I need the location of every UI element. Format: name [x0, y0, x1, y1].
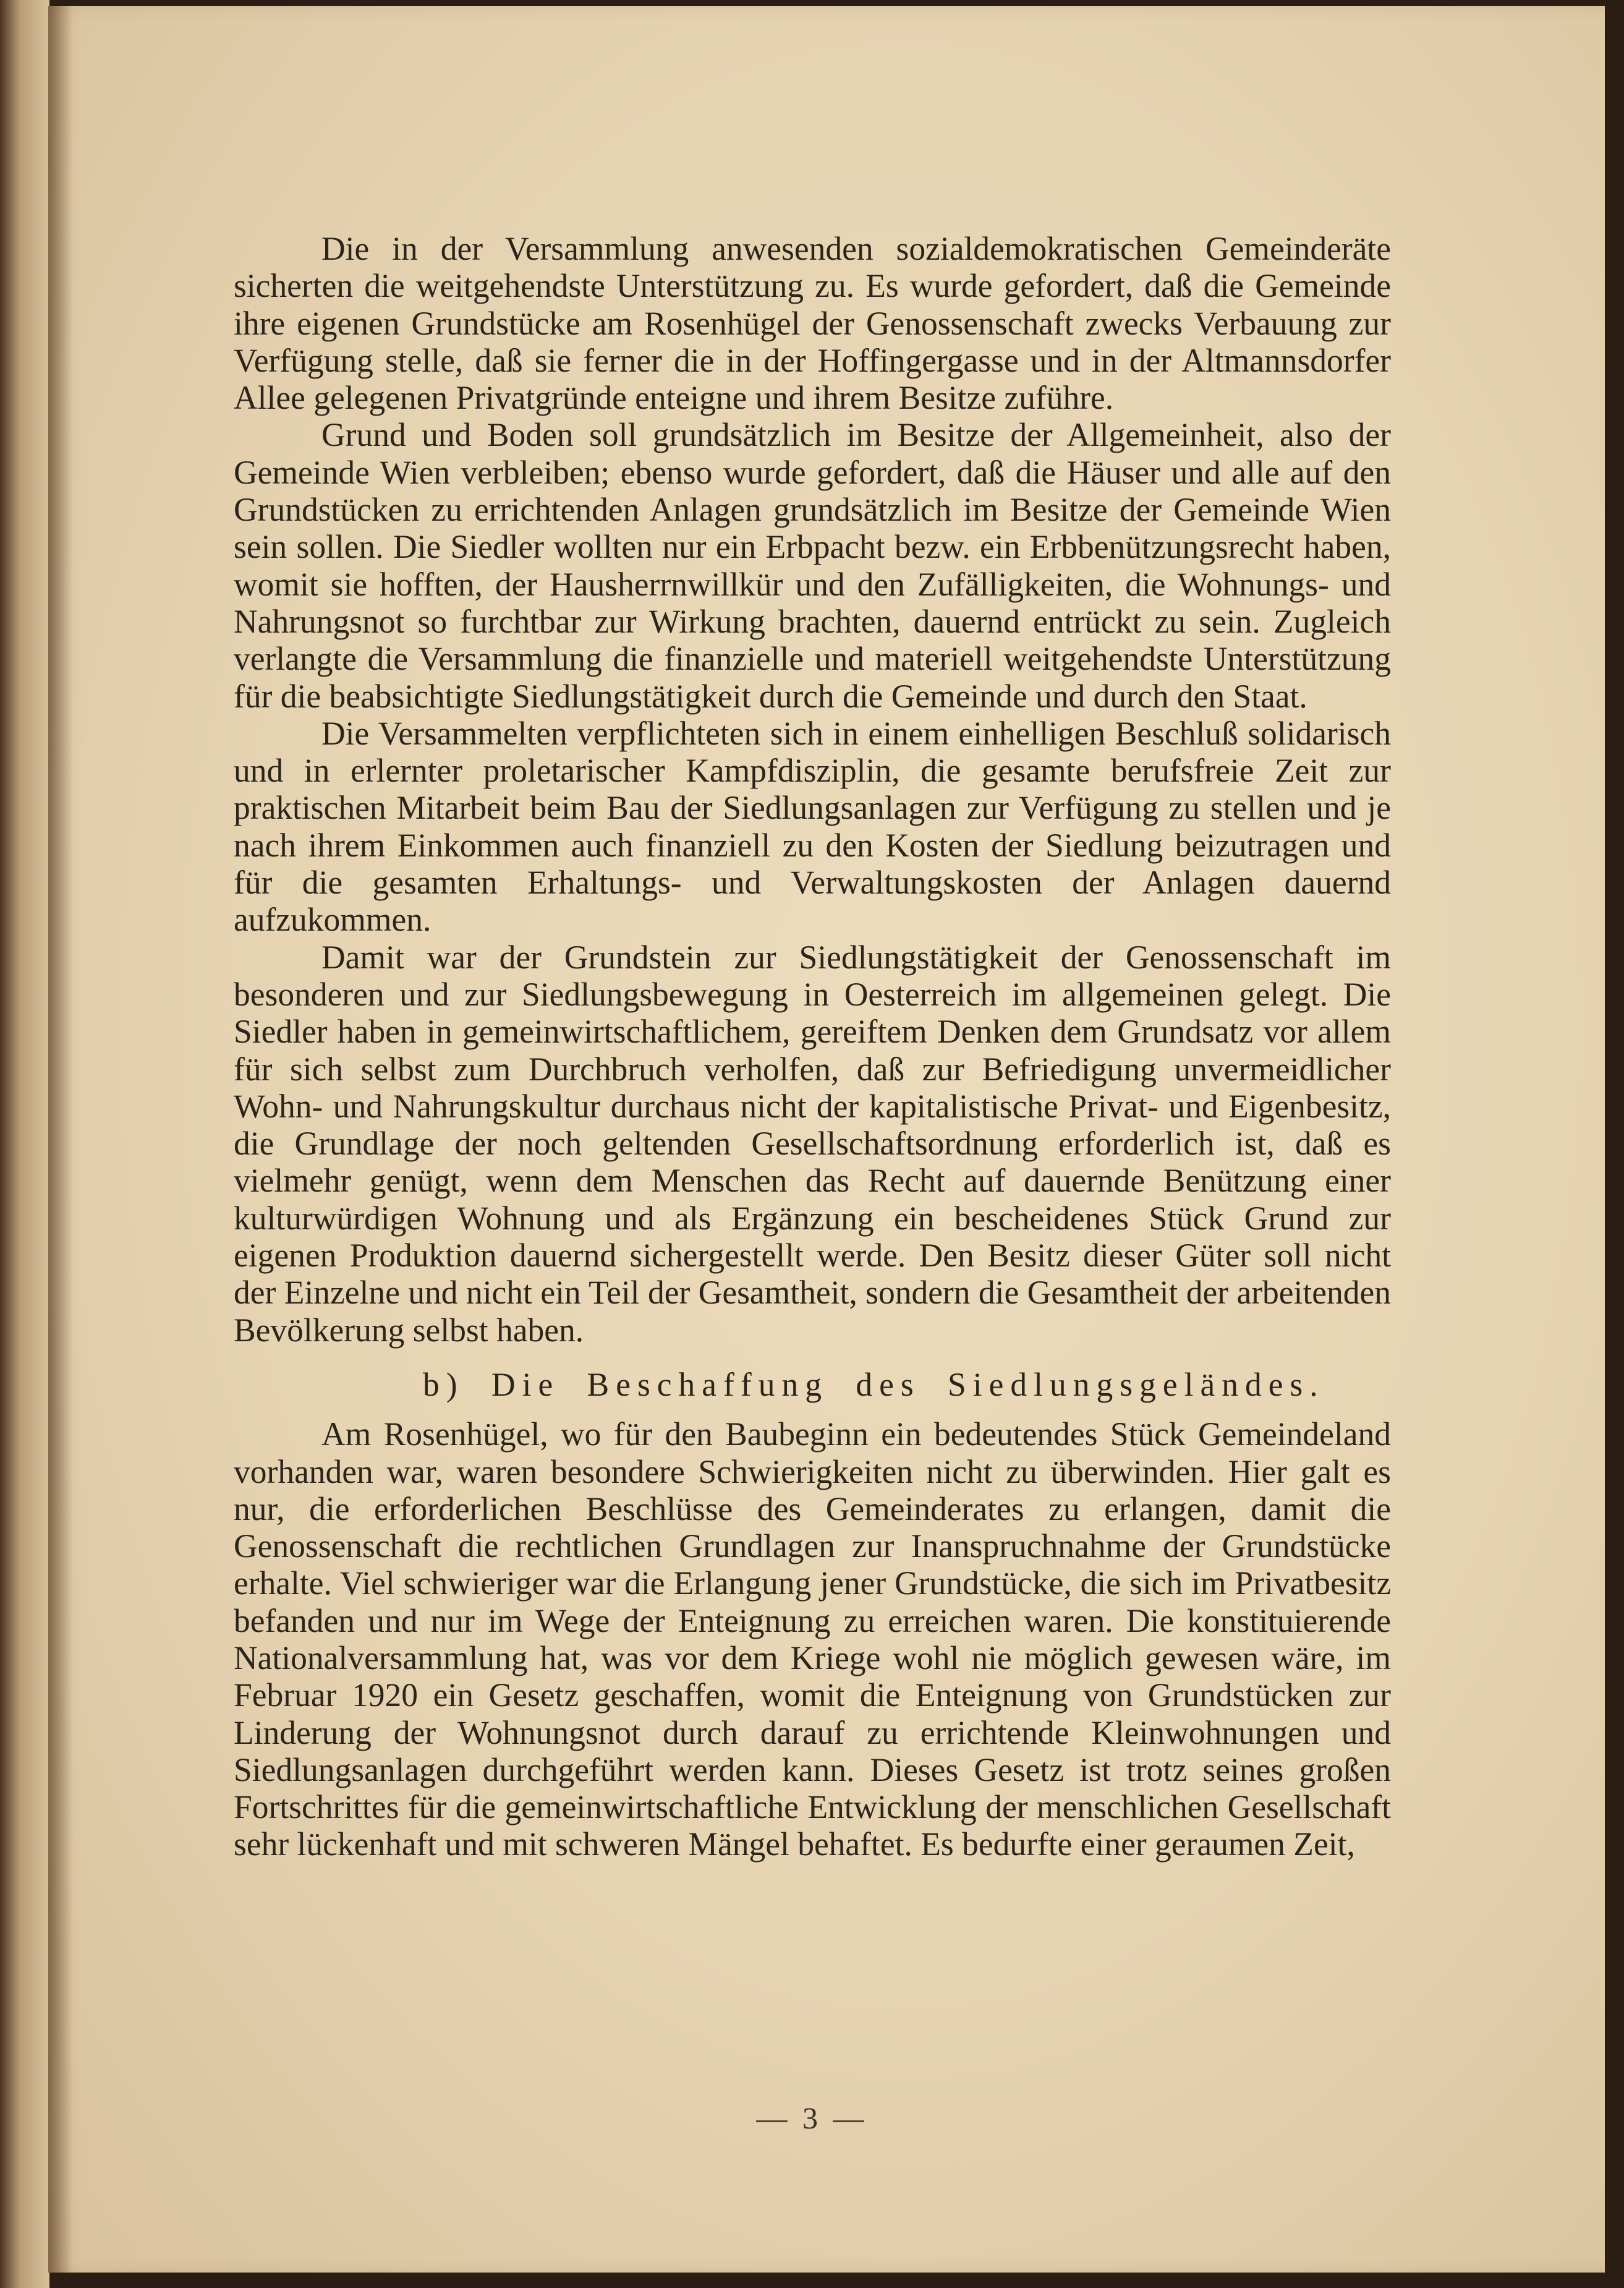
- paragraph-2: Grund und Boden soll grundsätzlich im Besitze der Allgemeinheit, also der Gemeinde Wien verbleiben; ebenso wurde gefordert, daß die Häuser und alle auf den Grundstücken zu errichtenden Anlagen grundsätzlich im Besitze der Gemeinde Wien sein sollen. Die Siedler wollten nur ein Erbpacht bezw. ein Erbbenützungsrecht haben, womit sie hofften, der Hausherrnwillkür und den Zufälligkeiten, die Wohnungs- und Nahrungsnot so furchtbar zur Wirkung brachten, dauernd entrückt zu sein. Zugleich verlangte die Versammlung die finanzielle und materiell weitgehendste Unterstützung für die beabsichtigte Siedlungstätigkeit durch die Gemeinde und durch den Staat.: [234, 416, 1391, 715]
- page-gutter-shadow: [48, 6, 73, 2273]
- section-heading: b) Die Beschaffung des Siedlungsgeländes.: [423, 1365, 1325, 1403]
- body-text: [234, 230, 1391, 1863]
- paragraph-4: Damit war der Grundstein zur Siedlungstätigkeit der Genossenschaft im besonderen und zur Siedlungsbewegung in Oesterreich im allgemeinen gelegt. Die Siedler haben in gemeinwirtschaftlichem, gereiftem Denken dem Grundsatz vor allem für sich selbst zum Durchbruch verholfen, daß zur Befriedigung unvermeidlicher Wohn- und Nahrungskultur durchaus nicht der kapitalistische Privat- und Eigenbesitz, die Grundlage der noch geltenden Gesellschaftsordnung erforderlich ist, daß es vielmehr genügt, wenn dem Menschen das Recht auf dauernde Benützung einer kulturwürdigen Wohnung und als Ergänzung ein bescheidenes Stück Grund zur eigenen Produktion dauernd sichergestellt werde. Den Besitz dieser Güter soll nicht der Einzelne und nicht ein Teil der Gesamtheit, sondern die Gesamtheit der arbeitenden Bevölkerung selbst haben.: [234, 938, 1391, 1349]
- paragraph-3: Die Versammelten verpflichteten sich in einem einhelligen Beschluß solidarisch und in erlernter proletarischer Kampfdisziplin, die gesamte berufsfreie Zeit zur praktischen Mitarbeit beim Bau der Siedlungsanlagen zur Verfügung zu stellen und je nach ihrem Einkommen auch finanziell zu den Kosten der Siedlung beizutragen und für die gesamten Erhaltungs- und Verwaltungskosten der Anlagen dauernd aufzukommen.: [234, 714, 1391, 939]
- paragraph-1: Die in der Versammlung anwesenden sozialdemokratischen Gemeinderäte sicherten die weitgehendste Unterstützung zu. Es wurde gefordert, daß die Gemeinde ihre eigenen Grundstücke am Rosenhügel der Genossenschaft zwecks Verbauung zur Verfügung stelle, daß sie ferner die in der Hoffingergasse und in der Altmannsdorfer Allee gelegenen Privatgründe enteigne und ihrem Besitze zuführe.: [234, 230, 1391, 417]
- page-number: — 3 —: [756, 2101, 868, 2135]
- previous-page-edge: [0, 0, 49, 2288]
- section-paragraph: Am Rosenhügel, wo für den Baubeginn ein bedeutendes Stück Gemeindeland vorhanden war, waren besondere Schwierigkeiten nicht zu überwinden. Hier galt es nur, die erforderlichen Beschlüsse des Gemeinderates zu erlangen, damit die Genossenschaft die rechtlichen Grundlagen zur Inanspruchnahme der Grundstücke erhalte. Viel schwieriger war die Erlangung jener Grundstücke, die sich im Privatbesitz befanden und nur im Wege der Enteignung zu erreichen waren. Die konstituierende Nationalversammlung hat, was vor dem Kriege wohl nie möglich gewesen wäre, im Februar 1920 ein Gesetz geschaffen, womit die Enteignung von Grundstücken zur Linderung der Wohnungsnot durch darauf zu errichtende Kleinwohnungen und Siedlungsanlagen durchgeführt werden kann. Dieses Gesetz ist trotz seines großen Fortschrittes für die gemeinwirtschaftliche Entwicklung der menschlichen Gesellschaft sehr lückenhaft und mit schweren Mängel behaftet. Es bedurfte einer geraumen Zeit,: [234, 1415, 1391, 1863]
